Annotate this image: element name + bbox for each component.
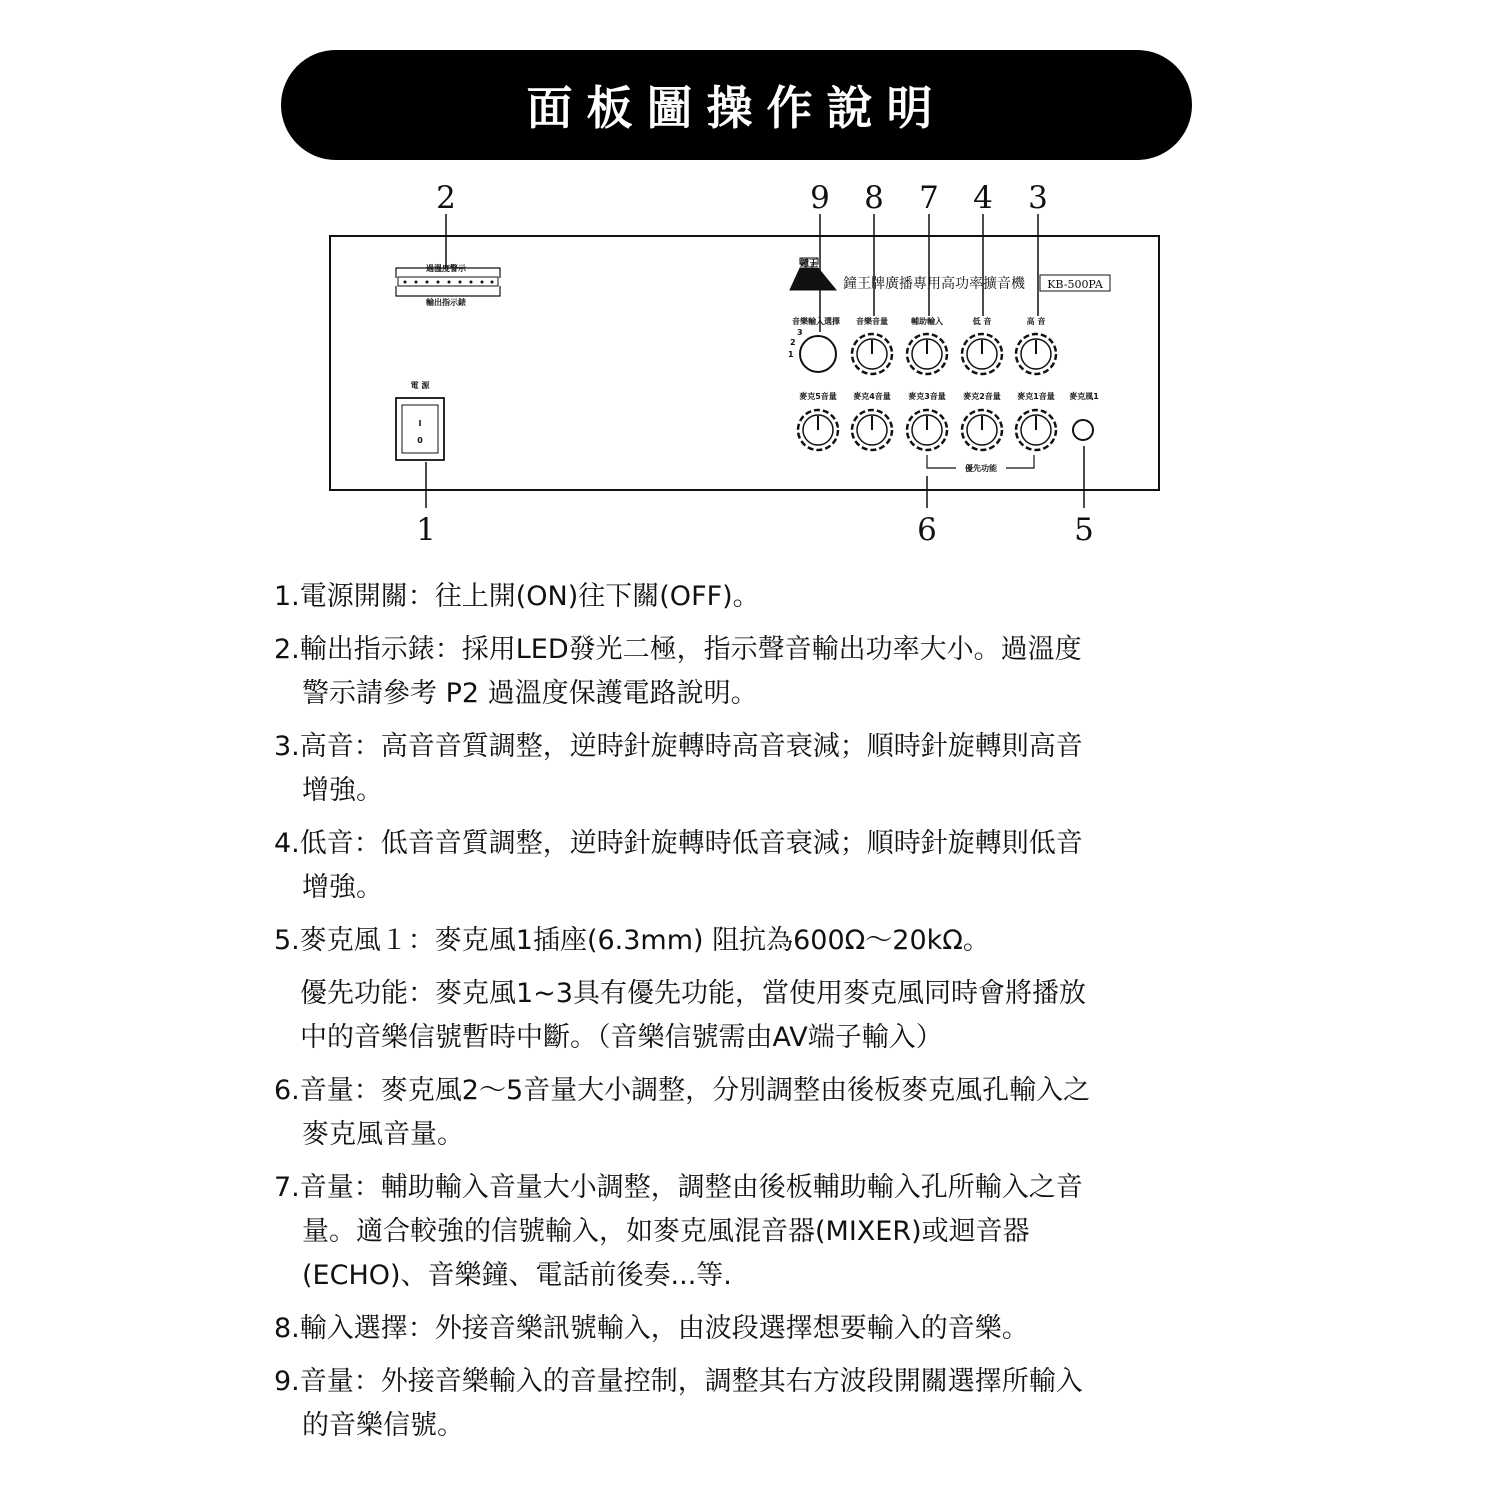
label-music-volume: 音樂音量 [856, 317, 888, 326]
desc-item-8: 8.輸入選擇：外接音樂訊號輸入，由波段選擇想要輸入的音樂。 [274, 1313, 1029, 1344]
page-title: 面板圖操作說明 [526, 81, 947, 135]
callout-1: 1 [416, 512, 436, 548]
selector-pos-2: 2 [790, 338, 796, 347]
brand-logo [790, 257, 836, 290]
selector-pos-3: 3 [797, 328, 803, 337]
desc-item-2: 2.輸出指示錶：採用LED發光二極，指示聲音輸出功率大小。過溫度 警示請參考 P2 過溫度保護電路說明。 [274, 634, 1082, 709]
label-aux-input: 輔助輸入 [911, 317, 943, 326]
led-meter [396, 263, 500, 307]
desc-item-3: 3.高音：高音音質調整，逆時針旋轉時高音衰減；順時針旋轉則高音 增強。 [274, 731, 1083, 806]
desc-item-7: 7.音量：輔助輸入音量大小調整，調整由後板輔助輸入孔所輸入之音 量。適合較強的信號輸入，如麥克風混音器(MIXER)或迴音器 (ECHO)、音樂鐘、電話前後奏...等. [274, 1172, 1083, 1291]
priority-note: 優先功能：麥克風1~3具有優先功能，當使用麥克風同時會將播放 中的音樂信號暫時中斷。（音樂信號需由AV端子輸入） [300, 978, 1086, 1053]
desc-item-1: 1.電源開關：往上開(ON)往下關(OFF)。 [274, 581, 760, 612]
label-treble: 高 音 [1026, 317, 1046, 326]
switch-off-mark: 0 [417, 436, 423, 445]
power-label: 電 源 [410, 381, 430, 390]
led-top-label: 過溫度警示 [426, 264, 466, 273]
selector-pos-1: 1 [788, 350, 794, 359]
logo-text: 鐘王 [799, 259, 819, 269]
model-label: KB-500PA [1047, 278, 1103, 291]
callout-2: 2 [436, 180, 456, 216]
desc-item-6: 6.音量：麥克風2～5音量大小調整，分別調整由後板麥克風孔輸入之 麥克風音量。 [274, 1075, 1091, 1150]
description-list [274, 575, 1234, 1457]
led-bottom-label: 輸出指示錶 [426, 298, 466, 307]
label-mic1-jack: 麥克風1 [1069, 392, 1099, 401]
label-mic2-volume: 麥克2音量 [963, 392, 1001, 401]
desc-item-4: 4.低音：低音音質調整，逆時針旋轉時低音衰減；順時針旋轉則低音 增強。 [274, 828, 1083, 903]
label-bass: 低 音 [972, 317, 992, 326]
callout-8: 8 [864, 180, 884, 216]
mic1-jack[interactable] [1073, 420, 1093, 440]
desc-item-5: 5.麥克風１：麥克風1插座(6.3mm) 阻抗為600Ω～20kΩ。 [274, 925, 990, 956]
music-input-select-knob[interactable] [800, 336, 836, 372]
label-mic4-volume: 麥克4音量 [853, 392, 891, 401]
callout-7: 7 [919, 180, 939, 216]
label-mic1-volume: 麥克1音量 [1017, 392, 1055, 401]
brand-title: 鐘王牌廣播專用高功率擴音機 [843, 276, 1025, 292]
callout-6: 6 [917, 512, 937, 548]
label-mic5-volume: 麥克5音量 [799, 392, 837, 401]
callout-9: 9 [810, 180, 830, 216]
power-switch[interactable] [396, 398, 444, 460]
switch-on-mark: I [418, 419, 422, 428]
callout-4: 4 [973, 180, 993, 216]
priority-label: 優先功能 [965, 464, 997, 473]
label-mic3-volume: 麥克3音量 [908, 392, 946, 401]
panel-diagram [0, 0, 1500, 560]
label-music-input-select: 音樂輸入選擇 [792, 317, 840, 326]
desc-item-9: 9.音量：外接音樂輸入的音量控制，調整其右方波段開關選擇所輸入 的音樂信號。 [274, 1366, 1083, 1441]
callout-3: 3 [1028, 180, 1048, 216]
callout-5: 5 [1074, 512, 1094, 548]
